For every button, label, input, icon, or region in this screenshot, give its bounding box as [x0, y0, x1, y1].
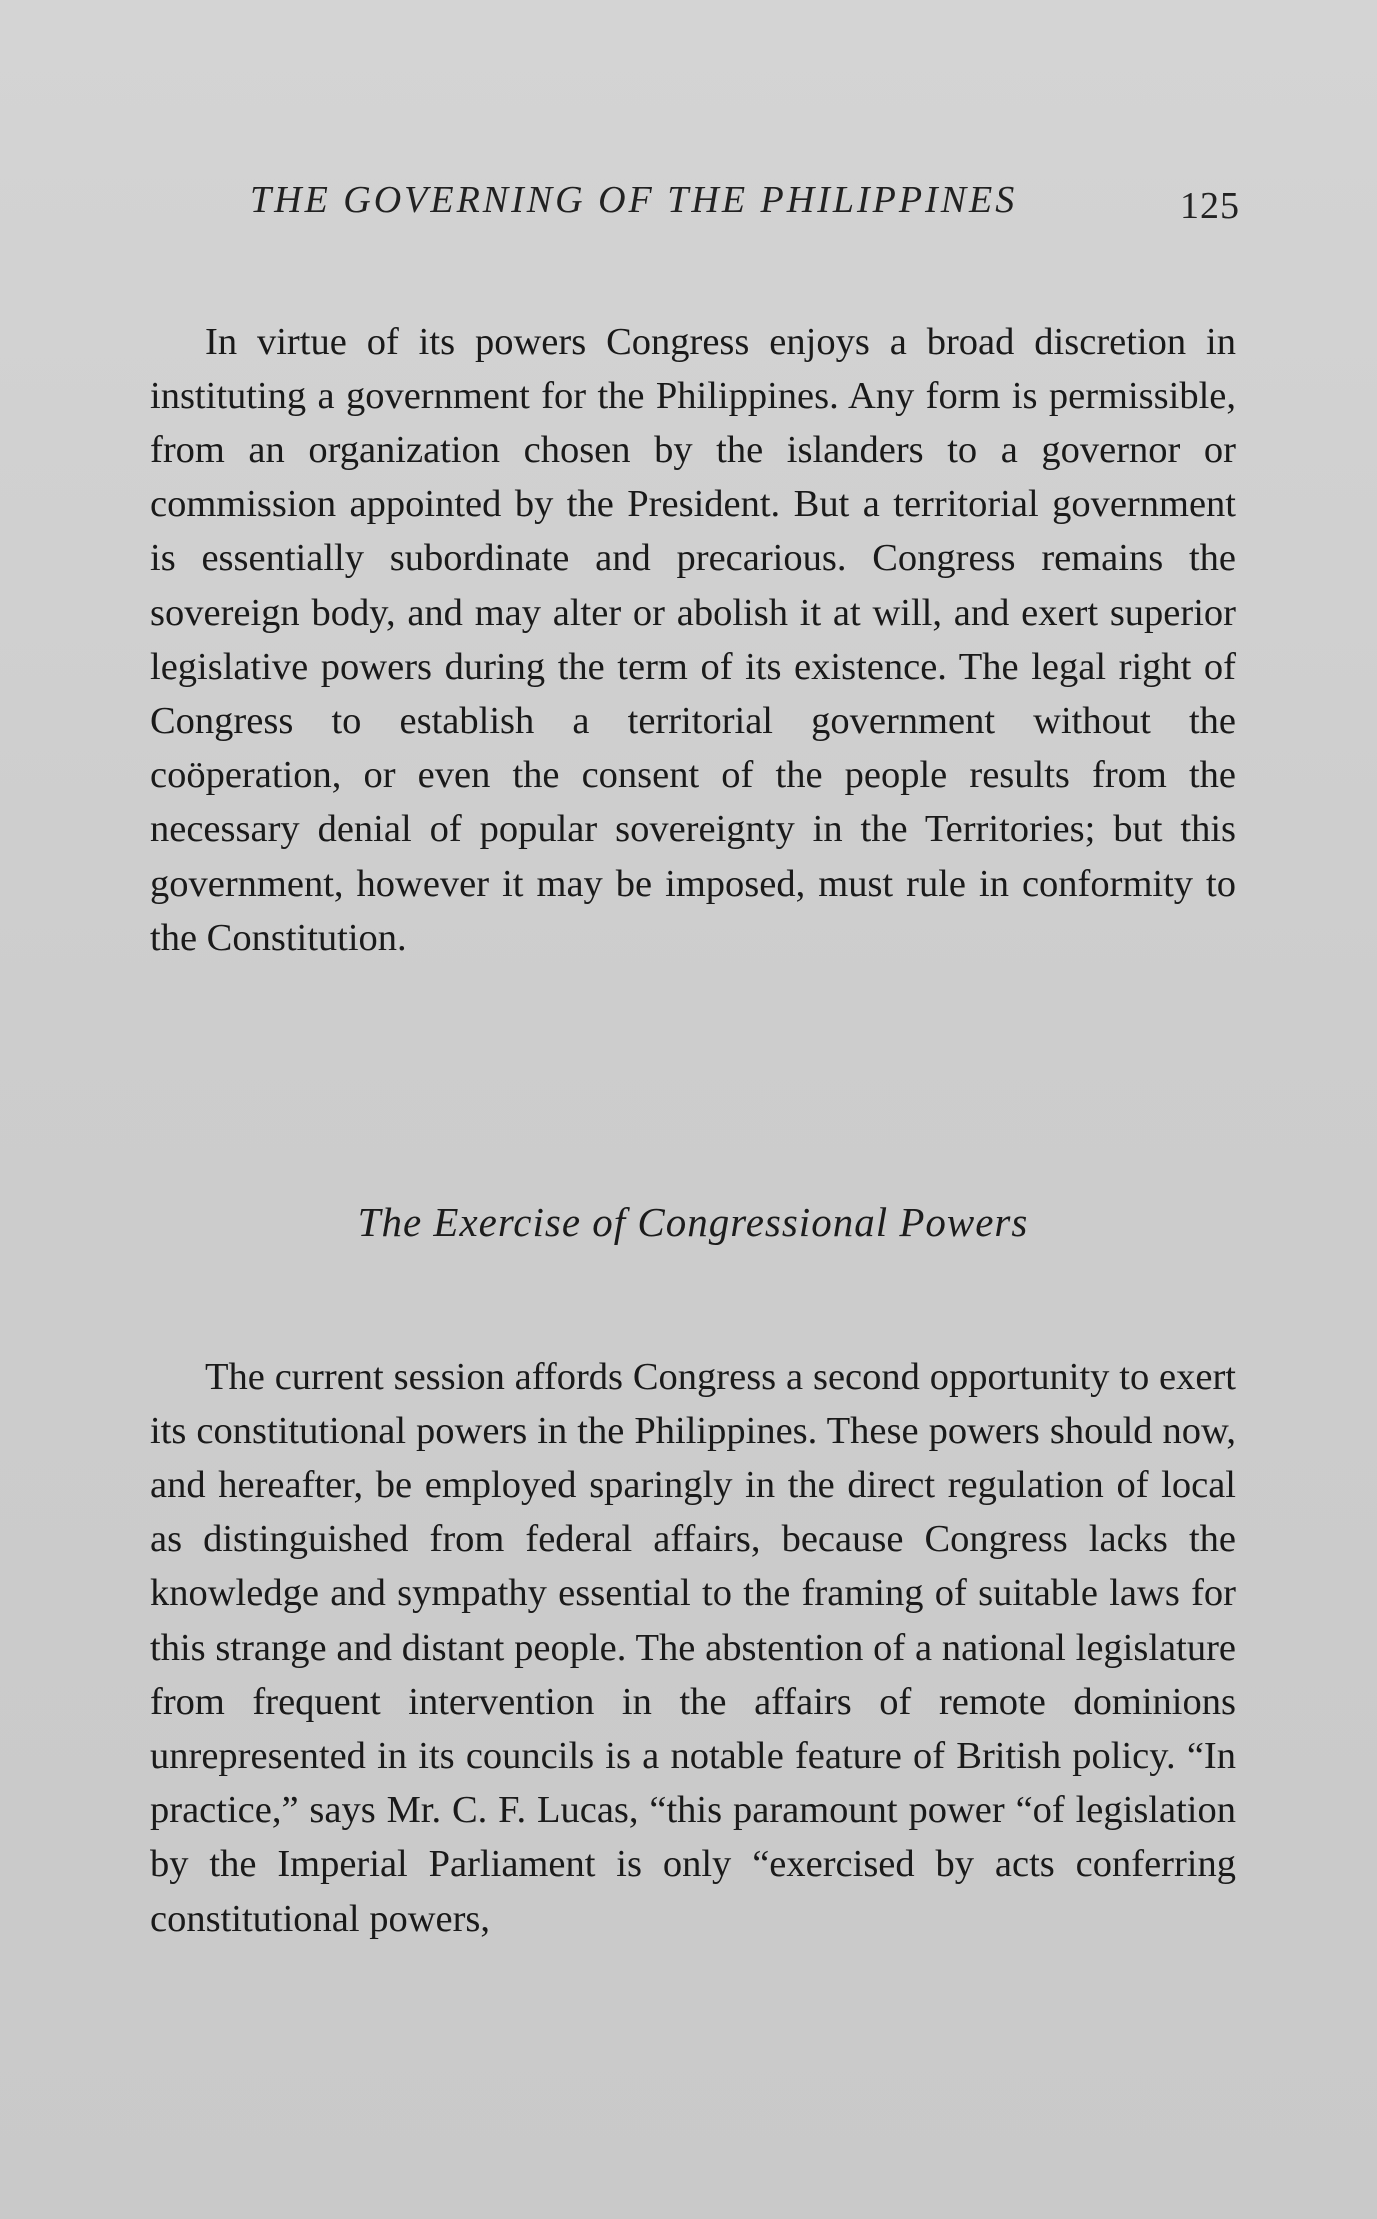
body-paragraph-2: The current session affords Congress a second opportunity to exert its constitutional powers in the Philippines. These powers should now, and hereafter, be employed sparingly in the direct regulation of local as distinguished from federal affairs, because Congress lacks the knowledge and sympathy essential to the framing of suitable laws for this strange and distant people. The abstention of a national legislature from frequent intervention in the affairs of remote dominions unrepresented in its councils is a notable feature of British policy. “In practice,” says Mr. C. F. Lucas, “this paramount power “of legislation by the Imperial Parliament is only “exercised by acts conferring constitutional powers,: [150, 1355, 1236, 1940]
page-number: 125: [1180, 185, 1240, 227]
body-paragraph-1: In virtue of its powers Congress enjoys a broad discretion in instituting a government for the Philippines. Any form is permissible, from an organization chosen by the islanders to a governor or commission appointed by the President. But a territorial government is essentially subordinate and precarious. Congress remains the sovereign body, and may alter or abolish it at will, and exert superior legislative powers during the term of its existence. The legal right of Congress to establish a territorial government without the coöperation, or even the consent of the people results from the necessary denial of popular sovereignty in the Territories; but this government, however it may be imposed, must rule in conformity to the Constitution.: [150, 320, 1236, 959]
running-head: [250, 178, 1240, 238]
running-title: THE GOVERNING OF THE PHILIPPINES: [250, 179, 1018, 221]
section-heading: The Exercise of Congressional Powers: [357, 1199, 1029, 1245]
